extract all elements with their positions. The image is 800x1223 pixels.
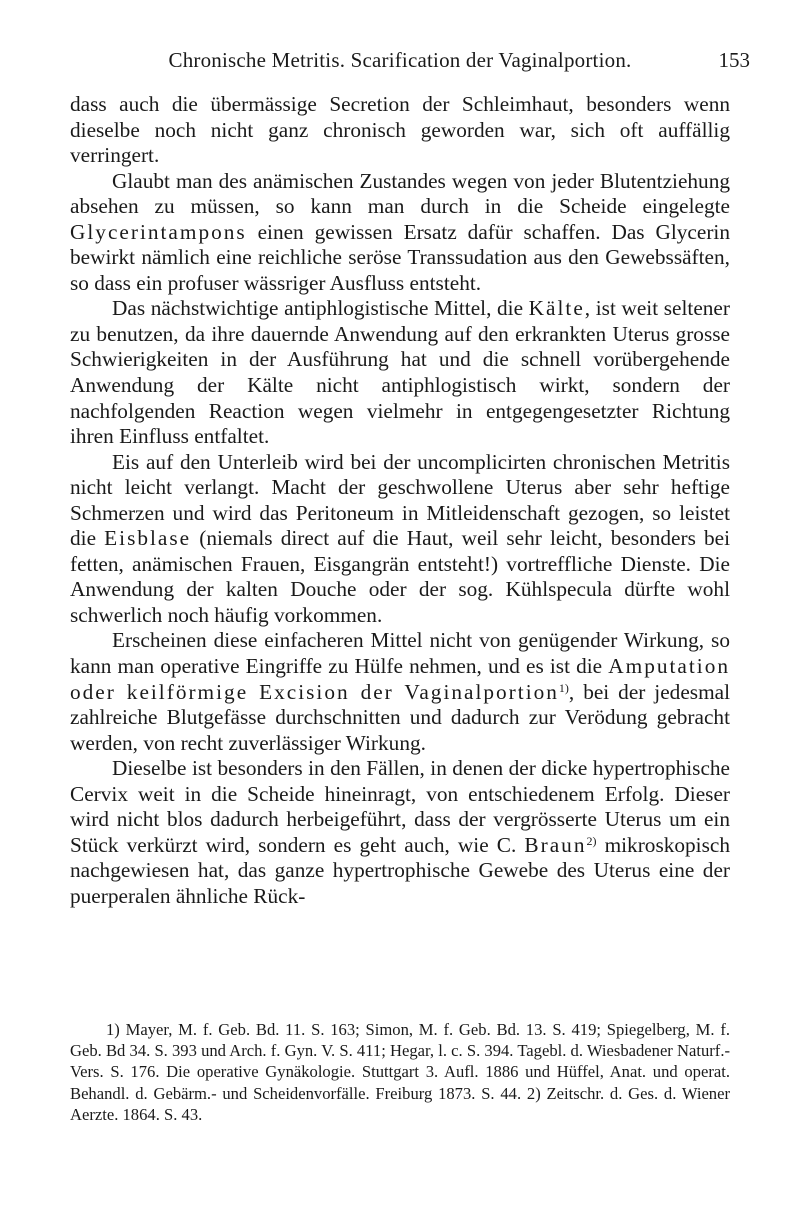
- emphasis-amputation: Amputation oder keilförmige Excision der Vaginalportion: [70, 654, 730, 704]
- running-head: [50, 46, 750, 74]
- paragraph-4: Eis auf den Unterleib wird bei der uncomplicirten chronischen Metritis nicht leicht verlangt. Macht der geschwollene Uterus aber sehr heftige Schmerzen und wird das Peritoneum in Mitleidenschaft gezogen, so leistet die Eisblase (niemals direct auf die Haut, weil sehr leicht, besonders bei fetten, anämischen Frauen, Eisgangrän entsteht!) vortreffliche Dienste. Die Anwendung der kalten Douche oder der sog. Kühlspecula dürfte wohl schwerlich noch häufig vorkommen.: [70, 449, 730, 627]
- emphasis-glycerintampons: Glycerintampons: [70, 219, 247, 244]
- emphasis-eisblase: Eisblase: [104, 526, 192, 551]
- paragraph-2: Glaubt man des anämischen Zustandes wegen von jeder Blutentziehung absehen zu müssen, so kann man durch in die Scheide eingelegte Glycerintampons einen gewissen Ersatz dafür schaffen. Das Glycerin bewirkt nämlich eine reichliche seröse Transsudation aus den Gewebssäften, so dass ein profuser wässriger Ausfluss entsteht.: [70, 168, 730, 295]
- body-text: [70, 92, 730, 910]
- paragraph-6: Dieselbe ist besonders in den Fällen, in denen der dicke hypertrophische Cervix weit in die Scheide hineinragt, von entschiedenem Erfolg. Dieser wird nicht blos dadurch herbeigeführt, dass der vergrösserte Uterus um ein Stück verkürzt wird, sondern es geht auch, wie C. Braun$^{2)}$ mikroskopisch nachgewiesen hat, das ganze hypertrophische Gewebe des Uterus eine der puerperalen ähnliche Rück-: [70, 756, 730, 908]
- page-number: 153: [718, 48, 750, 72]
- paragraph-3: Das nächstwichtige antiphlogistische Mittel, die Kälte, ist weit seltener zu benutzen, da ihre dauernde Anwendung auf den erkrankten Uterus grosse Schwierigkeiten in der Ausführung hat und die schnell vorübergehende Anwendung der Kälte nicht antiphlogistisch wirkt, sondern der nachfolgenden Reaction wegen vielmehr in entgegengesetzter Richtung ihren Einfluss entfaltet.: [70, 296, 730, 449]
- emphasis-braun: Braun: [524, 832, 587, 857]
- footnote-ref-2: 2): [586, 833, 597, 848]
- footnote-text: 1) Mayer, M. f. Geb. Bd. 11. S. 163; Simon, M. f. Geb. Bd. 13. S. 419; Spiegelberg, M. f. Geb. Bd 34. S. 393 und Arch. f. Gyn. V. S. 411; Hegar, l. c. S. 394. Tagebl. d. Wiesbadener Naturf.-Vers. S. 176. Die operative Gynäkologie. Stuttgart 3. Aufl. 1886 und Hüffel, Anat. und operat. Behandl. d. Gebärm.- und Scheidenvorfälle. Freiburg 1873. S. 44. 2) Zeitschr. d. Ges. d. Wiener Aerzte. 1864. S. 43.: [70, 1020, 730, 1124]
- footnotes: [70, 1019, 730, 1125]
- paragraph-1: dass auch die übermässige Secretion der Schleimhaut, besonders wenn dieselbe noch nicht ganz chronisch geworden war, sich oft auffällig verringert.: [70, 92, 730, 168]
- footnote-ref-1: 1): [558, 680, 569, 695]
- running-title: Chronische Metritis. Scarification der Vaginalportion.: [168, 48, 632, 72]
- emphasis-kaelte: Kälte: [528, 296, 585, 321]
- paragraph-5: Erscheinen diese einfacheren Mittel nicht von genügender Wirkung, so kann man operative Eingriffe zu Hülfe nehmen, und es ist die Amputation oder keilförmige Excision der Vaginalportion$^{1)}$, bei der jedesmal zahlreiche Blutgefässe durchschnitten und dadurch zur Verödung gebracht werden, von recht zuverlässiger Wirkung.: [70, 628, 731, 755]
